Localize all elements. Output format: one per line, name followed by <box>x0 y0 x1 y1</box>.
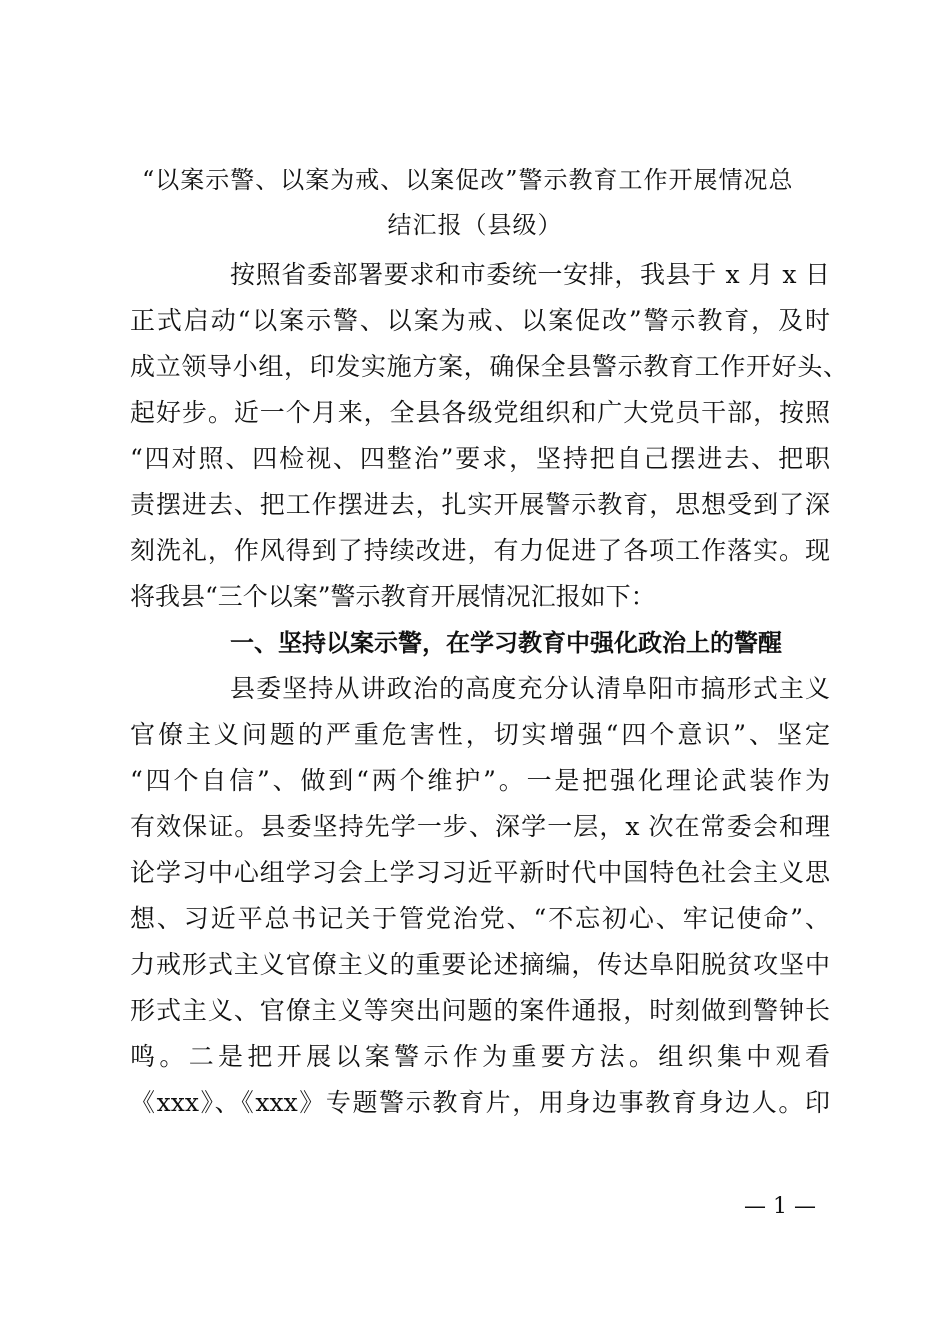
intro-paragraph-line: 起好步。近一个月来，全县各级党组织和广大党员干部，按照 <box>130 398 830 427</box>
section-paragraph-line: 想、习近平总书记关于管党治党、“不忘初心、牢记使命”、 <box>130 904 830 933</box>
page-number: — 1 — <box>744 1194 816 1219</box>
section-paragraph-line: “四个自信”、做到“两个维护”。一是把强化理论武装作为 <box>130 766 830 795</box>
section-paragraph-line: 县委坚持从讲政治的高度充分认清阜阳市搞形式主义 <box>230 674 830 703</box>
section-paragraph-line: 论学习中心组学习会上学习习近平新时代中国特色社会主义思 <box>130 858 830 887</box>
section-paragraph-line: 力戒形式主义官僚主义的重要论述摘编，传达阜阳脱贫攻坚中 <box>130 950 830 979</box>
intro-paragraph-line: 将我县“三个以案”警示教育开展情况汇报如下： <box>130 582 656 611</box>
intro-paragraph-line: 责摆进去、把工作摆进去，扎实开展警示教育，思想受到了深 <box>130 490 830 519</box>
section-paragraph-line: 《xxx》、《xxx》专题警示教育片，用身边事教育身边人。印 <box>130 1088 830 1117</box>
document-title-line-1: “以案示警、以案为戒、以案促改”警示教育工作开展情况总 <box>142 166 794 194</box>
intro-paragraph-line: 刻洗礼，作风得到了持续改进，有力促进了各项工作落实。现 <box>130 536 830 565</box>
intro-paragraph-line: 按照省委部署要求和市委统一安排，我县于 x 月 x 日 <box>230 260 830 289</box>
section-paragraph-line: 鸣。二是把开展以案警示作为重要方法。组织集中观看 <box>130 1042 830 1071</box>
intro-paragraph-line: “四对照、四检视、四整治”要求，坚持把自己摆进去、把职 <box>130 444 830 473</box>
section-heading: 一、坚持以案示警，在学习教育中强化政治上的警醒 <box>230 629 782 657</box>
section-paragraph-line: 有效保证。县委坚持先学一步、深学一层，x 次在常委会和理 <box>130 812 830 841</box>
intro-paragraph-line: 正式启动“以案示警、以案为戒、以案促改”警示教育，及时 <box>130 306 830 335</box>
intro-paragraph-line: 成立领导小组，印发实施方案，确保全县警示教育工作开好头、 <box>130 352 848 381</box>
section-paragraph-line: 形式主义、官僚主义等突出问题的案件通报，时刻做到警钟长 <box>130 996 830 1025</box>
section-paragraph-line: 官僚主义问题的严重危害性，切实增强“四个意识”、坚定 <box>130 720 830 749</box>
document-title-line-2: 结汇报（县级） <box>387 211 563 239</box>
